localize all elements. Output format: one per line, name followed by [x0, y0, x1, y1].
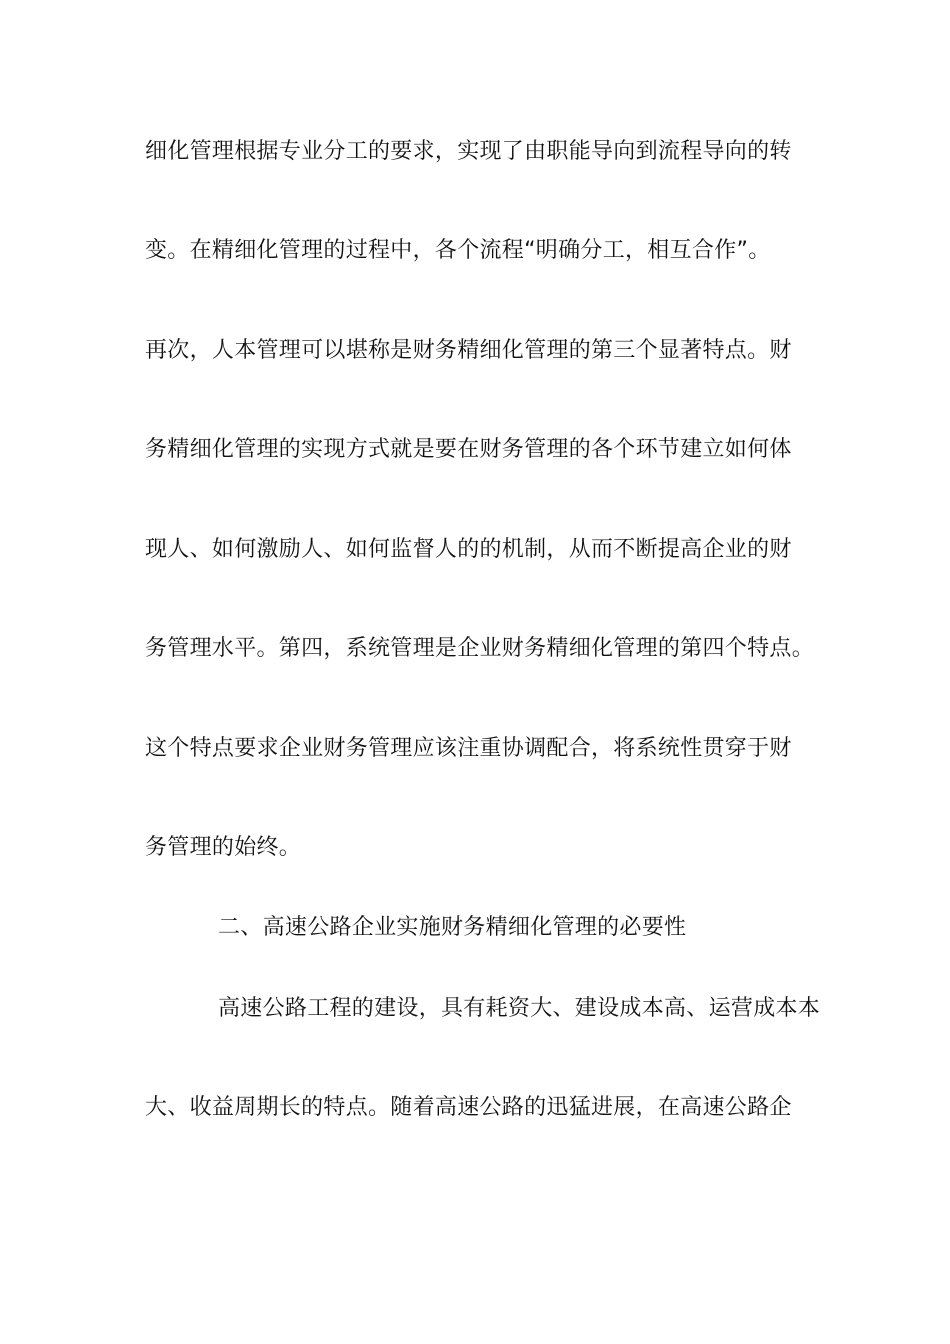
text-line: 务精细化管理的实现方式就是要在财务管理的各个环节建立如何体: [145, 437, 792, 462]
text-line: 细化管理根据专业分工的要求，实现了由职能导向到流程导向的转: [145, 139, 792, 164]
text-line: 现人、如何激励人、如何监督人的的机制，从而不断提高企业的财: [145, 537, 792, 562]
text-line: 务管理水平。第四，系统管理是企业财务精细化管理的第四个特点。: [145, 636, 815, 661]
text-line: 再次，人本管理可以堪称是财务精细化管理的第三个显著特点。财: [145, 338, 792, 363]
paragraph-line: 大、收益周期长的特点。随着高速公路的迅猛进展，在高速公路企: [145, 1095, 792, 1120]
text-line: 变。在精细化管理的过程中，各个流程“明确分工，相互合作”。: [145, 238, 771, 263]
section-heading: 二、高速公路企业实施财务精细化管理的必要性: [218, 915, 687, 940]
text-line: 这个特点要求企业财务管理应该注重协调配合，将系统性贯穿于财: [145, 736, 792, 761]
text-line: 务管理的始终。: [145, 835, 302, 860]
paragraph-line: 高速公路工程的建设，具有耗资大、建设成本高、运营成本本: [218, 996, 821, 1021]
